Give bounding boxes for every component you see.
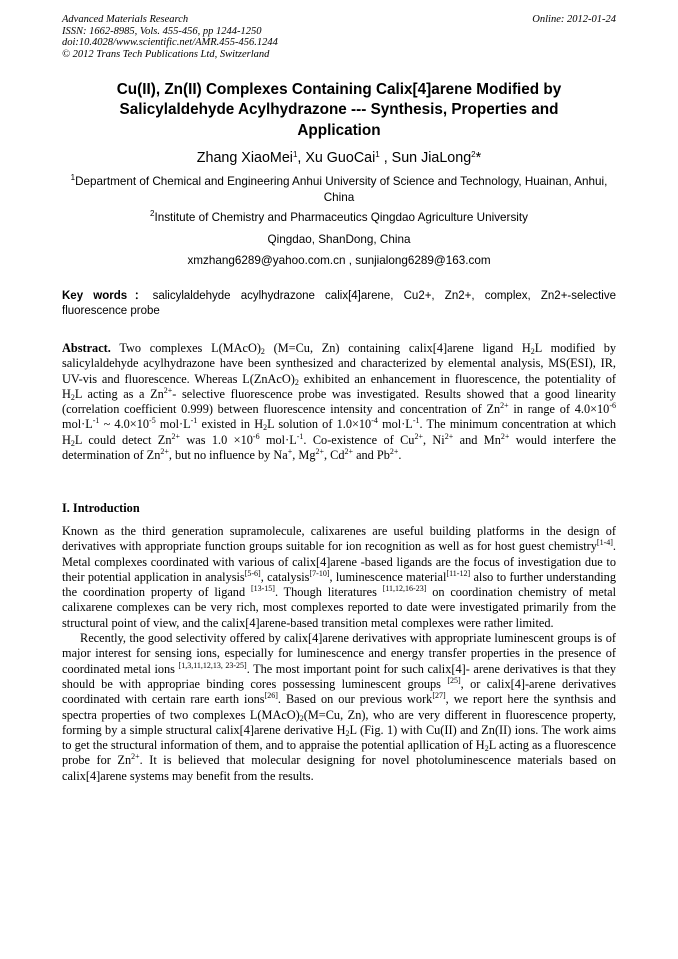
text-run: . It is believed that molecular designing for novel photoluminescence materials based on calix[4]arene systems may benefit from the results. (62, 753, 616, 783)
text-run: existed in H (197, 417, 264, 432)
author-3: , Sun JiaLong (379, 150, 472, 166)
superscript: -4 (371, 416, 378, 426)
superscript: 2+ (414, 431, 423, 441)
text-run: . Based on our previous work (277, 692, 433, 707)
affiliation-1 (62, 174, 616, 206)
text-run: Recently, the good selectivity offered by calix[4]arene derivatives with appropriate luminescent groups is of major interest for sensing ions, especially for luminescence and energy transfer properties in the presence of coordinated metal ions (62, 631, 616, 676)
text-run: was 1.0 ×10 (179, 432, 253, 447)
text-run: (M=Cu, Zn), who are very different in fluorescence property, forming by a simple structural calix[4]arene derivative H (62, 707, 616, 737)
text-run: mol·L (155, 417, 191, 432)
affiliation-1-text: Department of Chemical and Engineering Anhui University of Science and Technology, Huainan, Anhui, China (75, 175, 608, 204)
text-run: L (Fig. 1) with Cu(II) and Zn(II) ions. The work aims to get the structural information of them, and to appraise the potential apllication of H (62, 722, 617, 753)
superscript: [27] (432, 691, 446, 701)
text-run: in range of 4.0×10 (508, 402, 610, 417)
superscript: [5-6] (244, 568, 261, 578)
issn-line: ISSN: 1662-8985, Vols. 455-456, pp 1244-1250 (62, 25, 262, 37)
text-run: . Co-existence of Cu (303, 432, 415, 447)
superscript: 2+ (389, 447, 399, 457)
superscript: [26] (264, 691, 278, 701)
superscript: 2+ (500, 431, 510, 441)
corresponding-mark: * (475, 150, 482, 166)
superscript: -5 (149, 416, 156, 426)
text-run: , Mg (292, 448, 316, 463)
text-run: , Ni (422, 432, 445, 447)
author-1: Zhang XiaoMei (196, 150, 293, 166)
superscript: [1,3,11,12,13, 23-25] (178, 660, 247, 670)
text-run: , luminescence material (329, 569, 447, 584)
affiliation-2-num: 2 (150, 209, 155, 218)
text-run: L acting as a Zn (74, 386, 164, 401)
abstract-label: Abstract. (62, 341, 111, 355)
text-run: . The most important point for such calix[4]- arene derivatives is that they should be with appropriae binding cores possessing luminescent groups (62, 661, 616, 691)
subscript: 2 (299, 713, 304, 723)
text-run: mol·L (377, 417, 413, 432)
superscript: 2+ (163, 385, 173, 395)
superscript: [7-10] (309, 568, 330, 578)
doi-line: doi:10.4028/www.scientific.net/AMR.455-456.1244 (62, 37, 278, 49)
copyright-line: © 2012 Trans Tech Publications Ltd, Switzerland (62, 48, 270, 60)
superscript: 2+ (344, 447, 353, 457)
text-run: ~ 4.0×10 (99, 417, 150, 432)
introduction-body (62, 524, 616, 784)
superscript: 2+ (131, 752, 140, 762)
superscript: 2+ (171, 431, 180, 441)
superscript: -1 (92, 416, 100, 426)
text-run: also to further understanding the coordination property of ligand (62, 569, 616, 600)
text-run: (M=Cu, Zn) containing calix[4]arene ligand H (264, 341, 531, 355)
superscript: [13-15] (250, 584, 275, 594)
affiliation-1-num: 1 (70, 173, 76, 182)
text-run: , Cd (323, 448, 345, 463)
subscript: 2 (263, 423, 268, 433)
text-run: , but no influence by Na (168, 448, 288, 463)
text-run: and Mn (453, 432, 501, 447)
superscript: [25] (447, 675, 461, 685)
text-run: on coordination chemistry of metal calixarene complexes can be very rich, most complexes reported to date were investigated primarily from the structural point of view, and the calix[4]arene-based transition metal complexes were rather limited. (62, 585, 617, 630)
keywords-text: salicylaldehyde acylhydrazone calix[4]arene, Cu2+, Zn2+, complex, Zn2+-selective fluorescence probe (62, 290, 616, 318)
superscript: -6 (252, 431, 260, 441)
text-run: and Pb (353, 448, 390, 463)
intro-paragraph-2 (62, 631, 616, 784)
text-run: , or calix[4]-arene derivatives coordinated with certain rare earth ions (62, 676, 617, 707)
abstract (62, 341, 616, 463)
text-run: . Metal complexes coordinated with various of calix[4]arene -based ligands are the focus of investigation due to their potential application in analysis (62, 539, 616, 584)
superscript: 2+ (160, 447, 169, 457)
subscript: 2 (70, 438, 75, 448)
text-run: L modified by salicylaldehyde acylhydrazone have been synthesized and characterized by elemental analysis, MS(ESI), IR, UV-vis and fluorescence. Whereas L(ZnAcO) (62, 341, 616, 386)
subscript: 2 (345, 728, 350, 738)
author-3-affil: 2 (471, 150, 476, 159)
superscript: [11-12] (446, 568, 471, 578)
text-run: L acting as a fluorescence probe for Zn (62, 738, 616, 768)
section-heading-introduction: I. Introduction (62, 501, 140, 515)
keywords (62, 289, 616, 319)
superscript: -1 (296, 431, 304, 441)
text-run: . Though literatures (274, 585, 383, 600)
author-emails: xmzhang6289@yahoo.com.cn , sunjialong6289@163.com (187, 254, 491, 267)
superscript: -1 (412, 416, 420, 426)
subscript: 2 (294, 377, 299, 387)
keywords-label: Key words： (62, 290, 153, 302)
text-run: . (398, 448, 402, 463)
author-1-affil: 1 (292, 150, 298, 159)
superscript: -1 (190, 416, 198, 426)
affiliation-2-city: Qingdao, ShanDong, China (267, 233, 411, 246)
superscript: [11,12,16-23] (382, 584, 427, 594)
superscript: + (287, 447, 293, 457)
text-run: Two complexes L(MAcO) (110, 341, 261, 355)
superscript: 2+ (315, 447, 324, 457)
text-run: . The minimum concentration at which H (62, 417, 617, 447)
online-date: Online: 2012-01-24 (532, 14, 616, 25)
superscript: -6 (609, 401, 616, 411)
intro-paragraph-1 (62, 524, 616, 631)
text-run: exhibited an enhancement in fluorescence, the potentiality of H (62, 371, 616, 401)
author-2: , Xu GuoCai (297, 150, 376, 166)
affiliation-2 (62, 210, 616, 226)
text-run: - selective fluorescence probe was investigated. Results showed that a good linearity (correlation coefficient 0.999) between fluorescence intensity and concentration of Zn (62, 386, 616, 417)
text-run: would interfere the determination of Zn (62, 432, 616, 463)
superscript: 2+ (500, 401, 509, 411)
text-run: mol·L (259, 432, 297, 447)
text-run: mol·L (62, 417, 93, 432)
superscript: [1-4] (596, 538, 613, 548)
affiliation-2-text: Institute of Chemistry and Pharmaceutics Qingdao Agriculture University (154, 211, 528, 224)
subscript: 2 (530, 347, 535, 356)
subscript: 2 (484, 744, 489, 754)
text-run: L could detect Zn (74, 432, 172, 447)
superscript: 2+ (444, 431, 454, 441)
author-list (62, 149, 616, 167)
text-run: , catalysis (260, 569, 310, 584)
text-run: , we report here the synthsis and spectra properties of two complexes L(MAcO) (62, 692, 616, 722)
journal-name: Advanced Materials Research (62, 14, 189, 25)
subscript: 2 (260, 347, 265, 356)
author-2-affil: 1 (375, 150, 380, 159)
journal-header (62, 14, 616, 60)
text-run: L solution of 1.0×10 (267, 417, 372, 432)
paper-title: Cu(II), Zn(II) Complexes Containing Calix[4]arene Modified by Salicylaldehyde Acylhydrazone --- Synthesis, Properties and Application (116, 81, 562, 139)
text-run: Known as the third generation supramolecule, calixarenes are useful building platforms in the design of derivatives with appropriate function groups suitable for ion recognition as well as for host guest chemistry (62, 524, 616, 554)
subscript: 2 (70, 392, 75, 402)
